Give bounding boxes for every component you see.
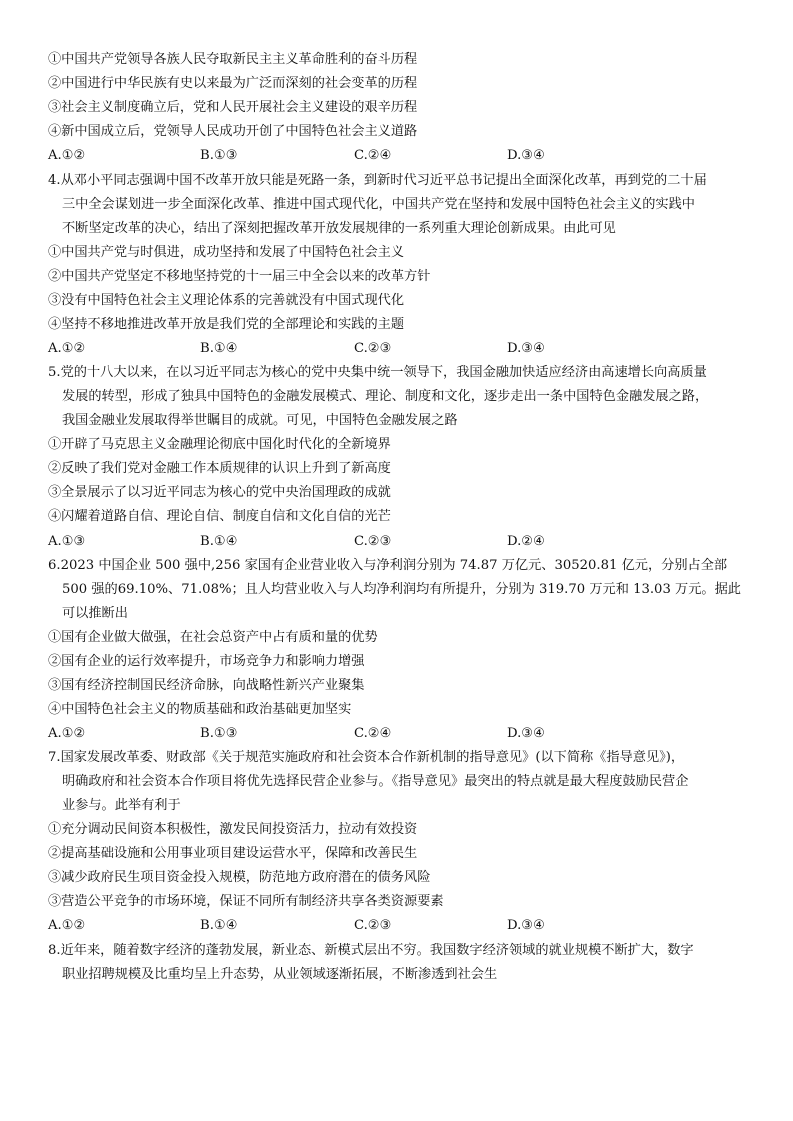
q3-item-3: ③社会主义制度确立后，党和人民开展社会主义建设的艰辛历程: [48, 100, 418, 115]
q5-item-4: ④闪耀着道路自信、理论自信、制度自信和文化自信的光芒: [48, 509, 391, 524]
q6-stem-line-3: 可以推断出: [62, 606, 128, 621]
q7-option-d: D.③④: [507, 918, 545, 933]
q6-stem-line-2: 500 强的69.10%、71.08%；且人均营业收入与人均净利润均有所提升，分别为 319.70 万元和 13.03 万元。据此: [62, 582, 741, 597]
q3-options: [48, 146, 748, 166]
q7-stem-line-3: 业参与。此举有利于: [62, 798, 181, 813]
q5-stem-line-1: 5.党的十八大以来，在以习近平同志为核心的党中央集中统一领导下，我国金融加快适应经济由高速增长向高质量: [48, 365, 707, 380]
q4-stem-line-3: 不断坚定改革的决心，结出了深刻把握改革开放发展规律的一系列重大理论创新成果。由此可见: [62, 221, 616, 236]
q5-options: [48, 532, 748, 552]
q4-option-c: C.②③: [354, 341, 392, 356]
q4-item-1: ①中国共产党与时俱进，成功坚持和发展了中国特色社会主义: [48, 245, 405, 260]
q7-option-a: A.①②: [48, 918, 86, 933]
q7-stem-line-1: 7.国家发展改革委、财政部《关于规范实施政府和社会资本合作新机制的指导意见》(以下简称《指导意见》)，: [48, 750, 685, 765]
q7-item-1: ①充分调动民间资本积极性，激发民间投资活力，拉动有效投资: [48, 822, 418, 837]
q5-stem-line-2: 发展的转型，形成了独具中国特色的金融发展模式、理论、制度和文化，逐步走出一条中国特色金融发展之路，: [62, 389, 709, 404]
q6-option-a: A.①②: [48, 726, 86, 741]
q6-option-d: D.③④: [507, 726, 545, 741]
q7-item-4: ③营造公平竞争的市场环境，保证不同所有制经济共享各类资源要素: [48, 894, 444, 909]
q7-option-c: C.②③: [354, 918, 392, 933]
q3-item-2: ②中国进行中华民族有史以来最为广泛而深刻的社会变革的历程: [48, 76, 418, 91]
q5-option-c: C.②③: [354, 534, 392, 549]
q4-options: [48, 339, 748, 359]
q4-stem-line-1: 4.从邓小平同志强调中国不改革开放只能是死路一条，到新时代习近平总书记提出全面深化改革，再到党的二十届: [48, 173, 707, 188]
q7-option-b: B.①④: [200, 918, 238, 933]
q3-option-d: D.③④: [507, 148, 545, 163]
q4-option-a: A.①②: [48, 341, 86, 356]
q7-item-3: ③减少政府民生项目资金投入规模，防范地方政府潜在的债务风险: [48, 870, 431, 885]
q4-stem-line-2: 三中全会谋划进一步全面深化改革、推进中国式现代化，中国共产党在坚持和发展中国特色社会主义的实践中: [62, 197, 695, 212]
q4-option-d: D.③④: [507, 341, 545, 356]
q6-option-b: B.①③: [200, 726, 238, 741]
q5-item-3: ③全景展示了以习近平同志为核心的党中央治国理政的成就: [48, 485, 391, 500]
q4-option-b: B.①④: [200, 341, 238, 356]
q5-option-b: B.①④: [200, 534, 238, 549]
q3-item-1: ①中国共产党领导各族人民夺取新民主主义革命胜利的奋斗历程: [48, 52, 418, 67]
q5-option-a: A.①③: [48, 534, 86, 549]
q7-stem-line-2: 明确政府和社会资本合作项目将优先选择民营企业参与。《指导意见》最突出的特点就是最大程度鼓励民营企: [62, 774, 689, 789]
q4-item-3: ③没有中国特色社会主义理论体系的完善就没有中国式现代化: [48, 293, 405, 308]
q5-stem-line-3: 我国金融业发展取得举世瞩目的成就。可见，中国特色金融发展之路: [62, 413, 458, 428]
q8-stem-line-2: 职业招聘规模及比重均呈上升态势，从业领域逐渐拓展，不断渗透到社会生: [62, 967, 498, 982]
q3-option-c: C.②④: [354, 148, 392, 163]
q3-option-a: A.①②: [48, 148, 86, 163]
q6-item-4: ④中国特色社会主义的物质基础和政治基础更加坚实: [48, 702, 352, 717]
q8-stem-line-1: 8.近年来，随着数字经济的蓬勃发展，新业态、新模式层出不穷。我国数字经济领域的就业规模不断扩大，数字: [48, 943, 694, 958]
q5-option-d: D.②④: [507, 534, 545, 549]
q6-item-2: ②国有企业的运行效率提升，市场竞争力和影响力增强: [48, 654, 365, 669]
q7-item-2: ②提高基础设施和公用事业项目建设运营水平，保障和改善民生: [48, 846, 418, 861]
q5-item-1: ①开辟了马克思主义金融理论彻底中国化时代化的全新境界: [48, 437, 391, 452]
q6-option-c: C.②④: [354, 726, 392, 741]
q6-options: [48, 724, 748, 744]
q5-item-2: ②反映了我们党对金融工作本质规律的认识上升到了新高度: [48, 461, 391, 476]
q3-option-b: B.①③: [200, 148, 238, 163]
q4-item-2: ②中国共产党坚定不移地坚持党的十一届三中全会以来的改革方针: [48, 269, 431, 284]
q3-item-4: ④新中国成立后，党领导人民成功开创了中国特色社会主义道路: [48, 124, 418, 139]
q6-item-1: ①国有企业做大做强，在社会总资产中占有质和量的优势: [48, 630, 378, 645]
q6-stem-line-1: 6.2023 中国企业 500 强中,256 家国有企业营业收入与净利润分别为 74.87 万亿元、30520.81 亿元，分别占全部: [48, 558, 728, 573]
q4-item-4: ④坚持不移地推进改革开放是我们党的全部理论和实践的主题: [48, 317, 405, 332]
q6-item-3: ③国有经济控制国民经济命脉，向战略性新兴产业聚集: [48, 678, 365, 693]
q7-options: [48, 916, 748, 936]
